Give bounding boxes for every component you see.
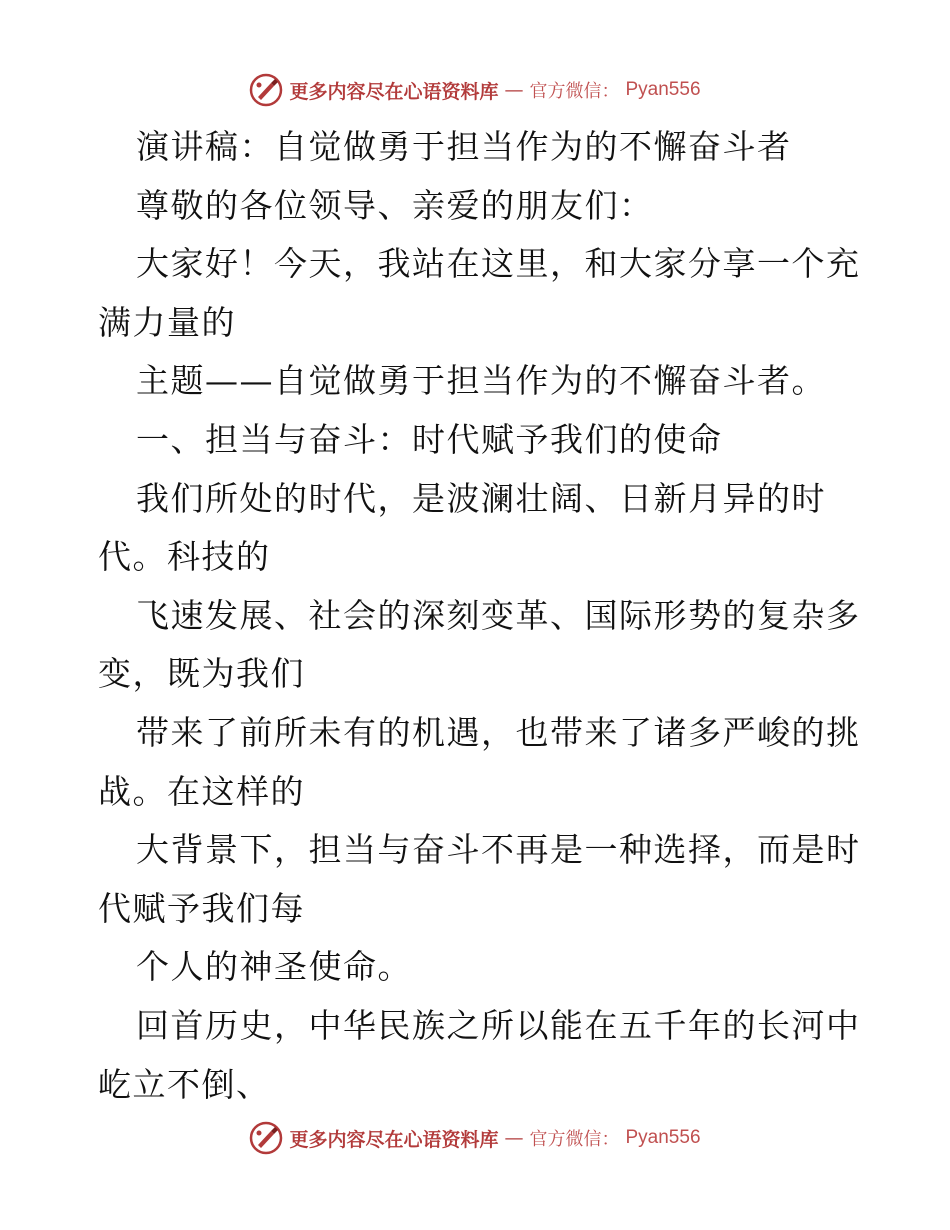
footer-banner <box>0 1118 950 1158</box>
brand-logo-icon <box>249 73 283 107</box>
paragraph-line: 回首历史，中华民族之所以能在五千年的长河中 <box>136 1005 861 1045</box>
wechat-id: Pyan556 <box>625 79 701 100</box>
brand-text: 更多内容尽在心语资料库 <box>289 1128 499 1151</box>
contact-label: 官方微信： <box>529 81 620 102</box>
paragraph-line: 代赋予我们每 <box>98 888 305 928</box>
salutation: 尊敬的各位领导、亲爱的朋友们： <box>136 185 654 225</box>
wechat-id: Pyan556 <box>625 1127 701 1148</box>
document-body <box>98 118 868 1114</box>
paragraph-line: 变，既为我们 <box>98 654 305 694</box>
paragraph-line: 屹立不倒、 <box>98 1064 271 1104</box>
paragraph-line: 带来了前所未有的机遇，也带来了诸多严峻的挑 <box>136 712 861 752</box>
document-title: 演讲稿：自觉做勇于担当作为的不懈奋斗者 <box>136 127 792 166</box>
paragraph-line: 主题——自觉做勇于担当作为的不懈奋斗者。 <box>136 361 826 401</box>
paragraph-line: 大背景下，担当与奋斗不再是一种选择，而是时 <box>136 830 861 870</box>
contact-label: 官方微信： <box>529 1129 620 1150</box>
paragraph-line: 满力量的 <box>98 302 236 342</box>
paragraph-line: 我们所处的时代，是波澜壮阔、日新月异的时 <box>136 478 826 518</box>
paragraph-line: 大家好！今天，我站在这里，和大家分享一个充 <box>136 244 861 284</box>
header-banner <box>0 70 950 110</box>
brand-text: 更多内容尽在心语资料库 <box>289 80 499 103</box>
banner-dash: — <box>504 79 524 101</box>
paragraph-line: 飞速发展、社会的深刻变革、国际形势的复杂多 <box>136 595 861 635</box>
brand-logo-icon <box>249 1121 283 1155</box>
paragraph-line: 代。科技的 <box>98 537 271 577</box>
section-heading: 一、担当与奋斗：时代赋予我们的使命 <box>136 419 723 459</box>
paragraph-line: 个人的神圣使命。 <box>136 947 412 987</box>
banner-dash: — <box>504 1127 524 1149</box>
paragraph-line: 战。在这样的 <box>98 771 305 811</box>
